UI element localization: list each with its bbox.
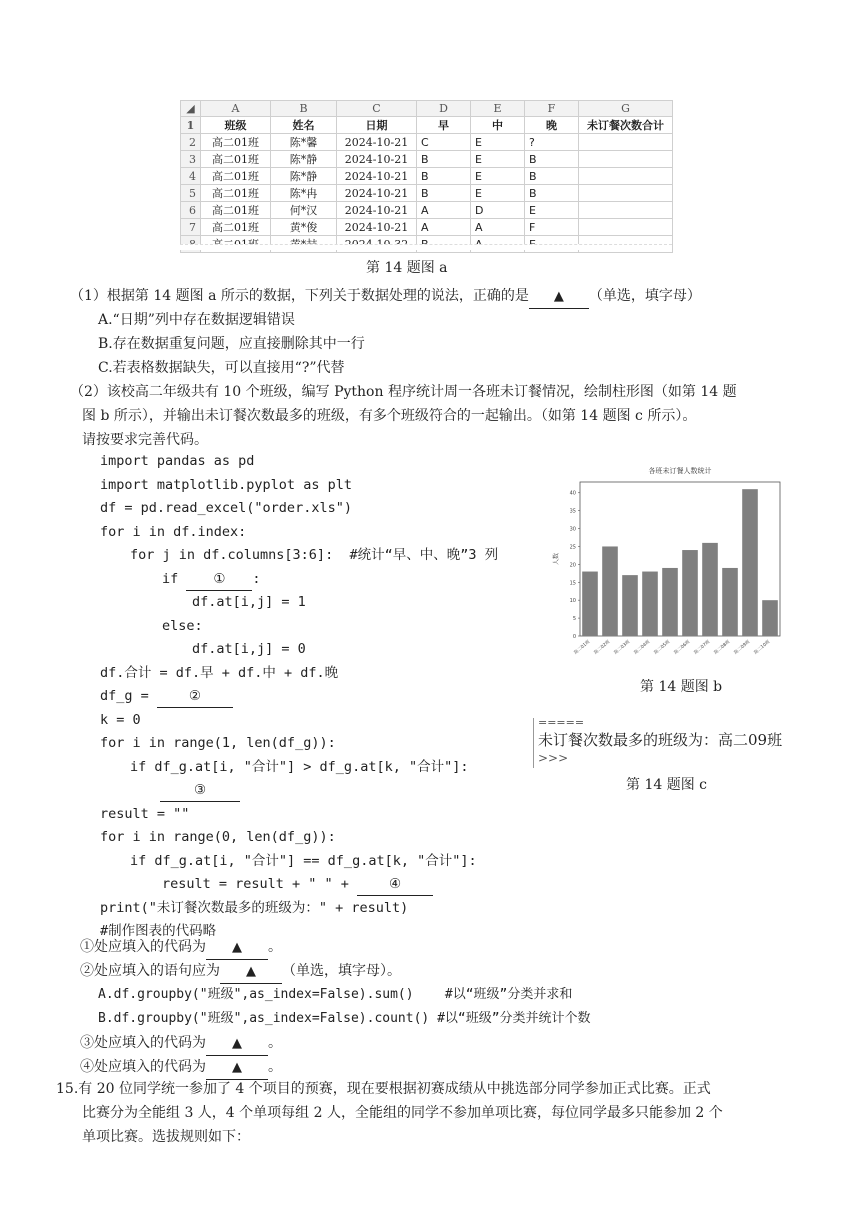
code-line: k = 0 — [100, 711, 141, 728]
row-number: 1 — [181, 117, 201, 134]
q2-stem-line2: 图 b 所示），并输出未订餐次数最多的班级，有多个班级符合的一起输出。（如第 14 题图 c 所示）。 — [82, 408, 697, 424]
table-cell: 高二01班 — [201, 168, 271, 185]
code-line — [160, 779, 240, 802]
bar — [762, 600, 778, 636]
chart-title: 各班未订餐人数统计 — [648, 467, 712, 475]
header-cell: 日期 — [337, 117, 417, 134]
q1-option-a: A.“日期”列中存在数据逻辑错误 — [98, 312, 295, 328]
code-line: df.at[i,j] = 1 — [192, 594, 306, 610]
row-number: 7 — [181, 219, 201, 236]
table-cell: F — [525, 219, 579, 236]
q2-stem-line1: （2）该校高二年级共有 10 个班级，编写 Python 程序统计周一各班未订餐情况，绘制柱形图（如第 14 题 — [70, 384, 737, 400]
code-line: result = result + " " + ④ — [162, 873, 433, 896]
q15-line1: 15.有 20 位同学统一参加了 4 个项目的预赛，现在要根据初赛成绩从中挑选部分同学参加正式比赛。正式 — [56, 1081, 711, 1097]
table-row — [181, 185, 673, 202]
col-letter: B — [271, 101, 337, 117]
row-number: 4 — [181, 168, 201, 185]
x-tick-label: 高二09班 — [733, 639, 752, 656]
table-cell — [579, 134, 673, 151]
code-line: df_g = ② — [100, 685, 233, 708]
caption-figure-c: 第 14 题图 c — [626, 777, 708, 793]
q15-line2: 比赛分为全能组 3 人，4 个单项每组 2 人，全能组的同学不参加单项比赛，每位同学最多只能参加 2 个 — [82, 1105, 723, 1121]
header-cell: 班级 — [201, 117, 271, 134]
answer-2-option-a: A.df.groupby("班级",as_index=False).sum() #以“班级”分类并求和 — [98, 987, 573, 1002]
y-tick-label: 0 — [572, 634, 576, 640]
answer-3-blank[interactable]: ▲ — [206, 1032, 268, 1056]
x-tick-label: 高二03班 — [613, 639, 632, 656]
code-line: for j in df.columns[3:6]: #统计“早、中、晚”3 列 — [130, 547, 499, 563]
output-result: 未订餐次数最多的班级为：高二09班 — [538, 731, 783, 749]
code-line: if ① : — [162, 568, 261, 591]
table-cell: E — [471, 151, 525, 168]
code-line: for i in range(1, len(df_g)): — [100, 735, 336, 751]
table-row — [181, 202, 673, 219]
code-line: else: — [162, 617, 203, 634]
code-line: print("未订餐次数最多的班级为：" + result) — [100, 899, 409, 916]
y-tick-label: 20 — [569, 562, 576, 569]
bar — [622, 575, 638, 636]
table-cell — [579, 202, 673, 219]
corner-cell: ◢ — [181, 101, 201, 117]
table-cell: A — [471, 219, 525, 236]
answer-2-blank[interactable]: ▲ — [220, 960, 282, 984]
x-tick-label: 高二05班 — [653, 639, 672, 656]
caption-figure-b: 第 14 题图 b — [640, 679, 723, 695]
q1-option-c: C.若表格数据缺失，可以直接用“?”代替 — [98, 360, 345, 376]
table-cell: 陈*馨 — [271, 134, 337, 151]
q1-option-b: B.存在数据重复问题，应直接删除其中一行 — [98, 336, 365, 352]
table-row — [181, 168, 673, 185]
table-cell — [579, 151, 673, 168]
bar — [722, 568, 738, 636]
table-row — [181, 134, 673, 151]
blank-3[interactable]: ③ — [160, 779, 240, 802]
table-cell — [579, 168, 673, 185]
code-line: result = "" — [100, 805, 190, 822]
q1-stem: （1）根据第 14 题图 a 所示的数据，下列关于数据处理的说法，正确的是 ▲ （单选，填字母） — [70, 285, 701, 309]
output-prompt: >>> — [538, 751, 569, 765]
col-letter: A — [201, 101, 271, 117]
bar — [682, 550, 698, 636]
caption-figure-a: 第 14 题图 a — [366, 260, 448, 276]
code-line: df = pd.read_excel("order.xls") — [100, 500, 352, 516]
sheet-cutoff — [180, 244, 672, 250]
answer-3: ③处应填入的代码为 ▲ 。 — [80, 1032, 282, 1056]
x-tick-label: 高二07班 — [693, 639, 712, 656]
blank-1[interactable]: ① — [186, 568, 252, 591]
y-tick-label: 5 — [572, 616, 576, 623]
table-cell: A — [417, 202, 471, 219]
header-cell: 早 — [417, 117, 471, 134]
bar — [702, 543, 718, 636]
bar — [602, 546, 618, 636]
table-row — [181, 219, 673, 236]
table-cell: 陈*静 — [271, 168, 337, 185]
table-cell: 陈*静 — [271, 151, 337, 168]
col-letter: D — [417, 101, 471, 117]
table-cell: B — [417, 185, 471, 202]
bar — [662, 568, 678, 636]
table-cell: 高二01班 — [201, 202, 271, 219]
blank-4[interactable]: ④ — [357, 873, 433, 896]
table-cell — [579, 219, 673, 236]
x-tick-label: 高二04班 — [633, 639, 652, 656]
y-tick-label: 25 — [569, 544, 576, 551]
table-cell: 2024-10-21 — [337, 134, 417, 151]
x-tick-label: 高二02班 — [593, 639, 612, 656]
header-cell: 姓名 — [271, 117, 337, 134]
code-line: for i in df.index: — [100, 523, 247, 540]
col-letter: F — [525, 101, 579, 117]
table-cell: E — [471, 134, 525, 151]
code-line: df.at[i,j] = 0 — [192, 641, 306, 657]
table-cell: 黄*俊 — [271, 219, 337, 236]
answer-1: ①处应填入的代码为 ▲ 。 — [80, 936, 282, 960]
table-cell: 高二01班 — [201, 134, 271, 151]
table-cell: B — [417, 151, 471, 168]
code-line: for i in range(0, len(df_g)): — [100, 829, 336, 845]
header-cell: 中 — [471, 117, 525, 134]
row-number: 6 — [181, 202, 201, 219]
x-tick-label: 高二10班 — [753, 639, 772, 656]
answer-2: ②处应填入的语句应为 ▲ （单选，填字母）。 — [80, 960, 401, 984]
bar — [582, 572, 598, 636]
code-line: df.合计 = df.早 + df.中 + df.晚 — [100, 664, 339, 681]
x-tick-label: 高二06班 — [673, 639, 692, 656]
row-number: 5 — [181, 185, 201, 202]
table-cell: B — [525, 168, 579, 185]
table-cell: D — [471, 202, 525, 219]
answer-4: ④处应填入的代码为 ▲ 。 — [80, 1056, 282, 1080]
spreadsheet-figure-a — [180, 100, 673, 253]
table-cell — [579, 185, 673, 202]
table-cell: 陈*冉 — [271, 185, 337, 202]
table-cell: 何*汉 — [271, 202, 337, 219]
y-tick-label: 40 — [569, 490, 576, 497]
y-tick-label: 10 — [569, 598, 576, 605]
bar — [642, 572, 658, 636]
column-letters-row — [181, 101, 673, 117]
code-line: if df_g.at[i, "合计"] > df_g.at[k, "合计"]: — [130, 758, 469, 775]
table-cell: 2024-10-21 — [337, 202, 417, 219]
table-cell: 高二01班 — [201, 185, 271, 202]
col-letter: C — [337, 101, 417, 117]
col-letter: E — [471, 101, 525, 117]
header-row — [181, 117, 673, 134]
table-row — [181, 151, 673, 168]
blank-2[interactable]: ② — [157, 685, 233, 708]
col-letter: G — [579, 101, 673, 117]
y-axis-label: 人数 — [553, 552, 560, 566]
code-line: #制作图表的代码略 — [100, 923, 217, 939]
x-tick-label: 高二08班 — [713, 639, 732, 656]
table-cell: 2024-10-21 — [337, 168, 417, 185]
table-cell: C — [417, 134, 471, 151]
bar — [742, 489, 758, 636]
answer-2-option-b: B.df.groupby("班级",as_index=False).count() #以“班级”分类并统计个数 — [98, 1011, 591, 1026]
q15-line3: 单项比赛。选拔规则如下： — [82, 1129, 250, 1145]
code-line: import matplotlib.pyplot as plt — [100, 476, 352, 493]
table-cell: 2024-10-21 — [337, 219, 417, 236]
table-cell: A — [417, 219, 471, 236]
x-tick-label: 高二01班 — [573, 639, 592, 656]
row-number: 2 — [181, 134, 201, 151]
y-tick-label: 35 — [569, 508, 576, 515]
table-cell: B — [525, 151, 579, 168]
header-cell: 未订餐次数合计 — [579, 117, 673, 134]
table-cell: 高二01班 — [201, 219, 271, 236]
table-cell: B — [525, 185, 579, 202]
code-line: if df_g.at[i, "合计"] == df_g.at[k, "合计"]: — [130, 852, 477, 869]
q2-stem-line3: 请按要求完善代码。 — [82, 432, 208, 448]
y-tick-label: 15 — [569, 580, 576, 587]
answer-1-blank[interactable]: ▲ — [206, 936, 268, 960]
table-cell: 2024-10-21 — [337, 151, 417, 168]
python-shell-output — [533, 716, 783, 768]
table-cell: 2024-10-21 — [337, 185, 417, 202]
table-cell: 高二01班 — [201, 151, 271, 168]
output-separator: ===== — [538, 716, 585, 729]
code-line: import pandas as pd — [100, 453, 255, 469]
row-number: 3 — [181, 151, 201, 168]
header-cell: 晚 — [525, 117, 579, 134]
table-cell: E — [471, 168, 525, 185]
y-tick-label: 30 — [569, 526, 576, 533]
q1-answer-blank[interactable]: ▲ — [529, 285, 589, 309]
table-cell: E — [471, 185, 525, 202]
table-cell: B — [417, 168, 471, 185]
table-cell: E — [525, 202, 579, 219]
bar-chart-figure-b — [548, 462, 788, 667]
table-cell: ? — [525, 134, 579, 151]
answer-4-blank[interactable]: ▲ — [206, 1056, 268, 1080]
